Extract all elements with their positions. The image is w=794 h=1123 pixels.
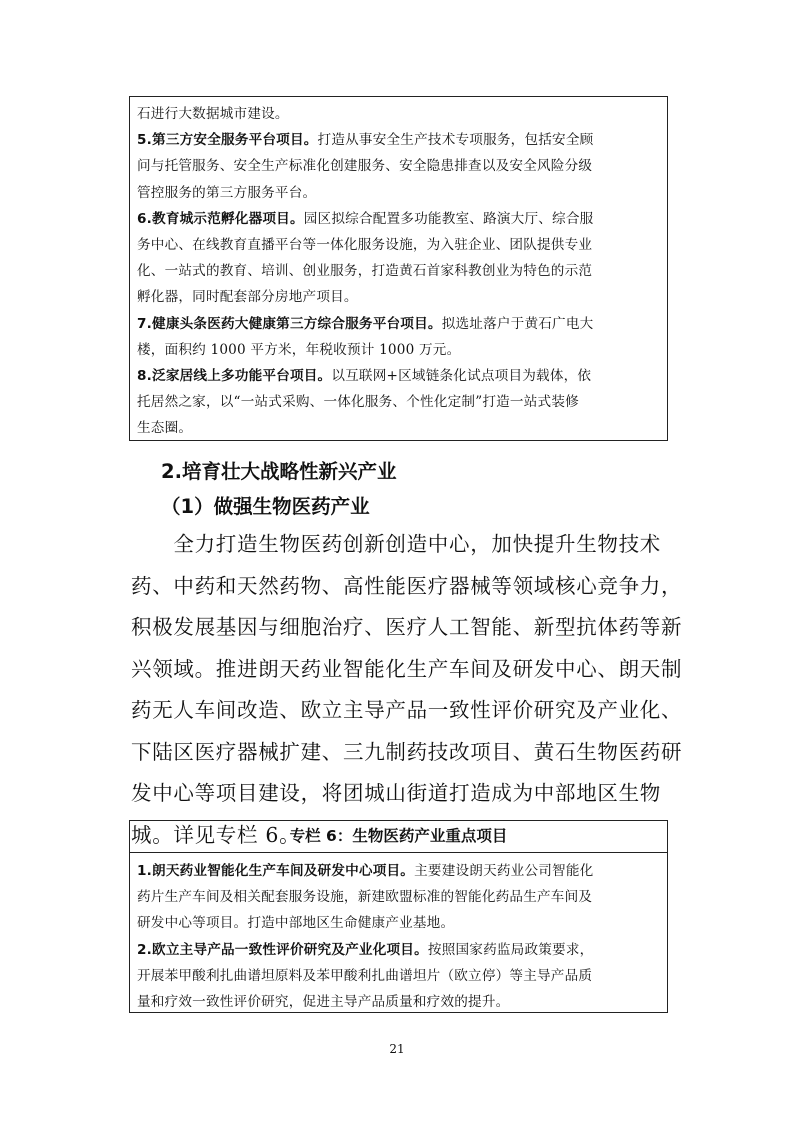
body-line: 积极发展基因与细胞治疗、医疗人工智能、新型抗体药等新 (131, 615, 683, 639)
box-line: 1.朗天药业智能化生产车间及研发中心项目。主要建设朗天药业公司智能化 (137, 863, 594, 879)
body-paragraph (131, 524, 691, 856)
box-line: 研发中心等项目。打造中部地区生命健康产业基地。 (137, 915, 455, 932)
body-line: 全力打造生物医药创新创造中心，加快提升生物技术 (131, 532, 661, 556)
box-line: 量和疗效一致性评价研究，促进主导产品质量和疗效的提升。 (137, 994, 510, 1011)
box-line: 开展苯甲酸利扎曲谱坦原料及苯甲酸利扎曲谱坦片（欧立停）等主导产品质 (137, 967, 593, 984)
box-line: 孵化器，同时配套部分房地产项目。 (137, 289, 358, 306)
box-line: 生态圈。 (137, 420, 193, 437)
box-line: 6.教育城示范孵化器项目。园区拟综合配置多功能教室、路演大厅、综合服 (137, 210, 594, 227)
section-heading: 2.培育壮大战略性新兴产业 (161, 460, 397, 483)
page-number: 21 (389, 1042, 405, 1056)
body-line: 城。详见专栏 6。 (131, 822, 301, 847)
body-line: 药、中药和天然药物、高性能医疗器械等领域核心竞争力， (131, 573, 683, 598)
box-line: 7.健康头条医药大健康第三方综合服务平台项目。拟选址落户于黄石广电大 (137, 315, 594, 332)
box-line: 务中心、在线教育直播平台等一体化服务设施，为入驻企业、团队提供专业 (137, 237, 593, 254)
box-line: 管控服务的第三方服务平台。 (137, 184, 317, 201)
project-box-continued (129, 96, 668, 441)
box-title: 专栏 6：生物医药产业重点项目 (130, 821, 667, 853)
body-line: 药无人车间改造、欧立主导产品一致性评价研究及产业化、 (131, 698, 683, 722)
box-line: 石进行大数据城市建设。 (137, 106, 289, 122)
box-line: 问与托管服务、安全生产标准化创建服务、安全隐患排查以及安全风险分级 (137, 158, 593, 175)
subsection-heading: （1）做强生物医药产业 (161, 495, 370, 518)
box-line: 楼，面积约 1000 平方米，年税收预计 1000 万元。 (137, 341, 461, 358)
body-line: 兴领域。推进朗天药业智能化生产车间及研发中心、朗天制 (131, 656, 683, 681)
body-line: 下陆区医疗器械扩建、三九制药技改项目、黄石生物医药研 (131, 739, 683, 764)
body-line: 发中心等项目建设，将团城山街道打造成为中部地区生物 (131, 781, 661, 805)
box-line: 化、一站式的教育、培训、创业服务，打造黄石首家科教创业为特色的示范 (137, 263, 593, 280)
box-line: 8.泛家居线上多功能平台项目。以互联网+区域链条化试点项目为载体，依 (137, 368, 592, 385)
box-line: 2.欧立主导产品一致性评价研究及产业化项目。按照国家药监局政策要求， (137, 941, 594, 958)
box-line: 5.第三方安全服务平台项目。打造从事安全生产技术专项服务，包括安全顾 (137, 132, 594, 149)
box-line: 药片生产车间及相关配套服务设施，新建欧盟标准的智能化药品生产车间及 (137, 889, 593, 906)
box-body (130, 853, 667, 1015)
box-line: 托居然之家，以“一站式采购、一体化服务、个性化定制”打造一站式装修 (137, 394, 579, 411)
project-box-column-6 (129, 820, 668, 1013)
